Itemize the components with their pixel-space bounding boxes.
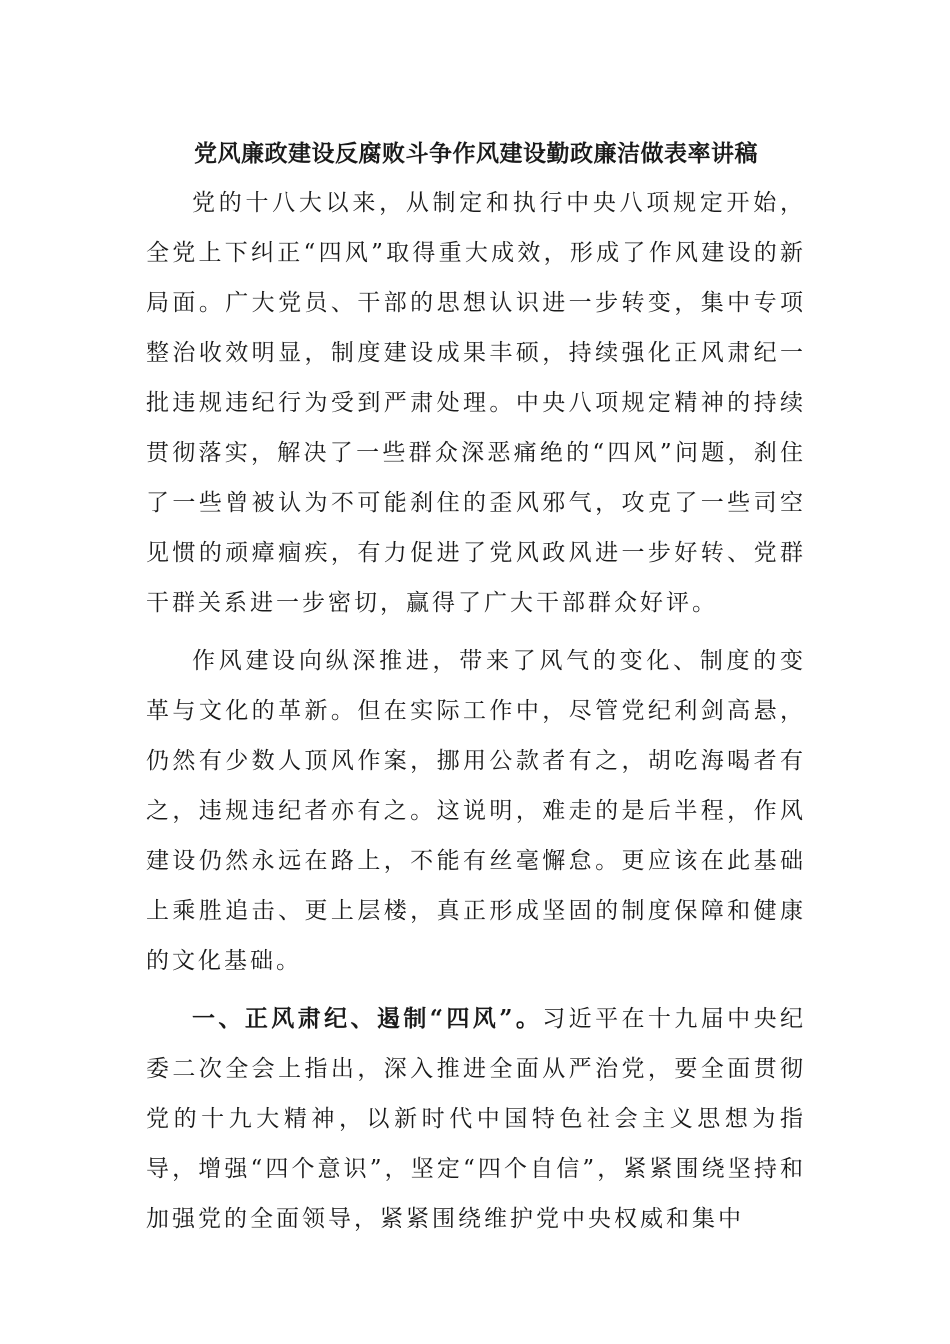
document-body [146, 178, 806, 1244]
paragraph-3 [146, 994, 806, 1244]
document-title: 党风廉政建设反腐败斗争作风建设勤政廉洁做表率讲稿 [194, 140, 758, 167]
paragraph-1 [146, 178, 806, 628]
paragraph-text: 党的十八大以来，从制定和执行中央八项规定开始，全党上下纠正“四风”取得重大成效，形成了作风建设的新局面。广大党员、干部的思想认识进一步转变，集中专项整治收效明显，制度建设成果丰硕，持续强化正风肃纪一批违规违纪行为受到严肃处理。中央八项规定精神的持续贯彻落实，解决了一些群众深恶痛绝的“四风”问题，刹住了一些曾被认为不可能刹住的歪风邪气，攻克了一些司空见惯的顽瘴痼疾，有力促进了党风政风进一步好转、党群干群关系进一步密切，赢得了广大干部群众好评。 [146, 190, 806, 616]
section-heading-1: 一、正风肃纪、遏制“四风”。 [192, 1005, 543, 1032]
paragraph-text: 习近平在十九届中央纪委二次全会上指出，深入推进全面从严治党，要全面贯彻党的十九大精神，以新时代中国特色社会主义思想为指导，增强“四个意识”，坚定“四个自信”，紧紧围绕坚持和加强党的全面领导，紧紧围绕维护党中央权威和集中 [146, 1006, 806, 1232]
paragraph-2 [146, 636, 806, 986]
paragraph-text: 作风建设向纵深推进，带来了风气的变化、制度的变革与文化的革新。但在实际工作中，尽管党纪利剑高悬，仍然有少数人顶风作案，挪用公款者有之，胡吃海喝者有之，违规违纪者亦有之。这说明，难走的是后半程，作风建设仍然永远在路上，不能有丝毫懈怠。更应该在此基础上乘胜追击、更上层楼，真正形成坚固的制度保障和健康的文化基础。 [146, 648, 806, 974]
